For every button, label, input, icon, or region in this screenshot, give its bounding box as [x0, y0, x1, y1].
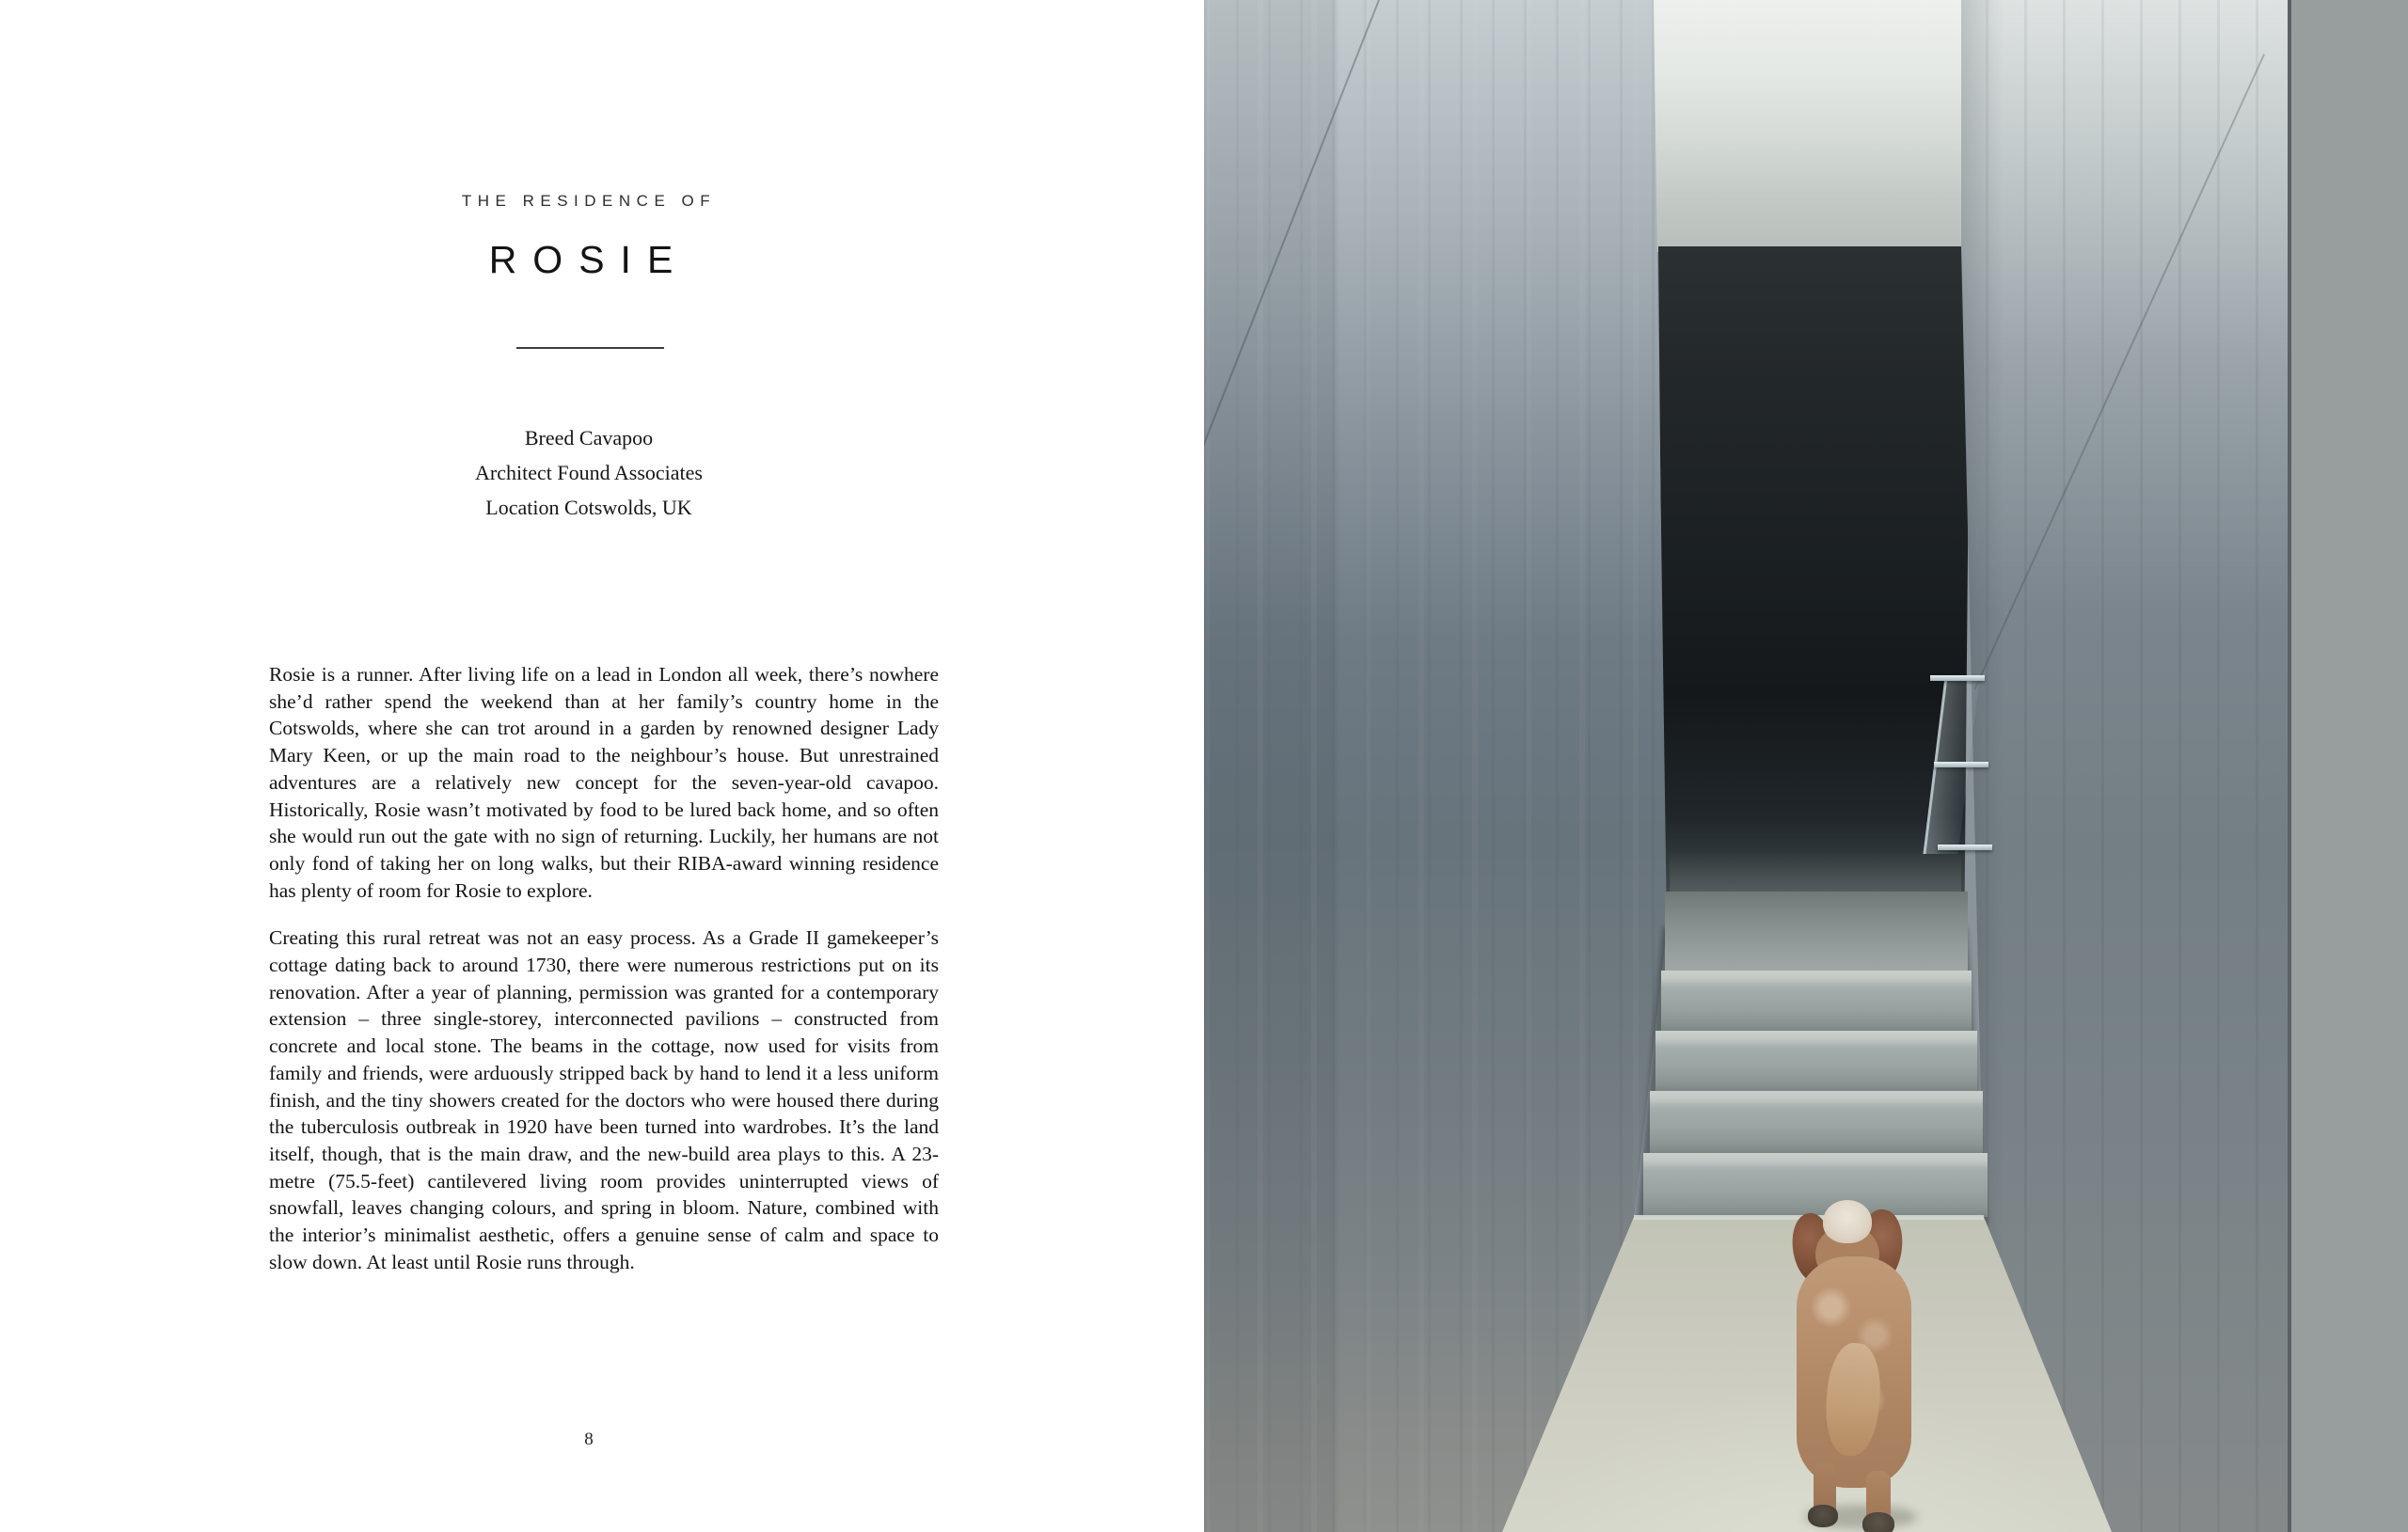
body-text [269, 661, 939, 1275]
handrail-bracket-middle [1934, 762, 1988, 767]
right-speckled-column [2288, 0, 2408, 1532]
detail-architect: Architect Found Associates [475, 461, 703, 484]
stair-step-2 [1656, 1031, 1977, 1091]
detail-location: Location Cotswolds, UK [485, 496, 692, 519]
dog-paw-right [1862, 1512, 1894, 1532]
paragraph-1: Rosie is a runner. After living life on a lead in London all week, there’s nowhere she’d rather spend the weekend than at her family’s country home in the Cotswolds, where she can trot around in a garden by renowned designer Lady Mary Keen, or up the main road to the neighbour’s house. But unrestrained adventures are a relatively new concept for the seven-year-old cavapoo. Historically, Rosie wasn’t motivated by food to be lured back home, and so often she would run out the gate with no sign of returning. Luckily, her humans are not only fond of taking her on long walks, but their RIBA-award winning residence has plenty of room for Rosie to explore. [269, 663, 939, 902]
stair-step-3 [1650, 1091, 1983, 1153]
stair-step-1 [1661, 971, 1972, 1031]
paragraph-2: Creating this rural retreat was not an easy process. As a Grade II gamekeeper’s cottage dating back to around 1730, there were numerous restrictions put on its renovation. After a year of planning, permission was granted for a contemporary extension – three single-storey, interconnected pavilions – constructed from concrete and local stone. The beams in the cottage, now used for visits from family and friends, were arduously stripped back by hand to lend it a less uniform finish, and the tiny showers created for the doctors who were housed there during the tuberculosis outbreak in 1920 have been turned into wardrobes. It’s the land itself, though, that is the main draw, and the new-build area plays to this. A 23-metre (75.5-feet) cantilevered living room provides uninterrupted views of snowfall, leaves changing colours, and spring in bloom. Nature, combined with the interior’s minimalist aesthetic, offers a genuine sense of calm and space to slow down. At least until Rosie runs through. [269, 926, 939, 1273]
handrail-bracket-top [1930, 675, 1985, 681]
dog-white-crown-patch [1823, 1200, 1872, 1243]
dog-paw-left [1808, 1505, 1838, 1527]
glass-handrail [1926, 670, 1992, 858]
back-wall [1632, 0, 1985, 252]
page-title: ROSIE [488, 238, 689, 281]
title-divider-rule [516, 347, 664, 349]
handrail-bracket-bottom [1938, 845, 1992, 850]
dark-doorway [1658, 246, 1971, 926]
residence-details [255, 420, 923, 525]
detail-breed: Breed Cavapoo [524, 426, 654, 450]
corridor-photo [1204, 0, 2408, 1532]
residence-kicker: THE RESIDENCE OF [461, 192, 717, 210]
page-number: 8 [584, 1429, 594, 1449]
cavapoo-dog [1787, 1202, 1938, 1532]
stair-landing [1665, 892, 1968, 971]
